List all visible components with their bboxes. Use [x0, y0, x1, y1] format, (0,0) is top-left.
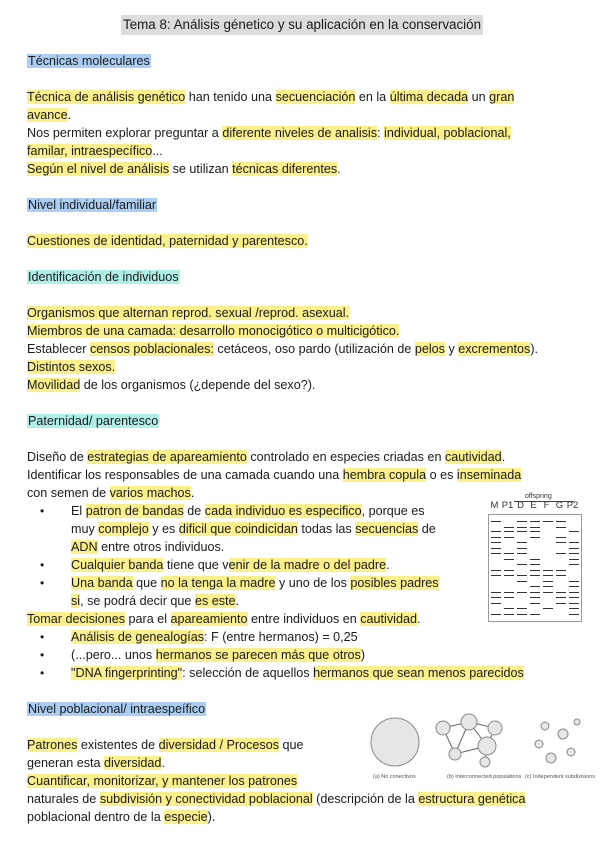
bullet-line: El patron de bandas de cada individuo es especifico, porque es — [71, 504, 425, 518]
gel-band — [504, 608, 514, 609]
bullet-marker: • — [40, 666, 45, 680]
gel-band — [556, 603, 566, 604]
lane-label: F — [543, 500, 550, 511]
gel-band — [530, 564, 540, 565]
paragraph-line: Según el nivel de análisis se utilizan técnicas diferentes. — [27, 162, 341, 176]
gel-band — [543, 586, 553, 587]
population-network-figure — [365, 710, 596, 785]
paragraph-line: Patrones existentes de diversidad / Procesos que — [27, 738, 304, 752]
bullet-marker: • — [40, 648, 45, 662]
gel-band — [569, 559, 579, 560]
lane-label: E — [530, 500, 537, 511]
offspring-label: offspring — [525, 493, 552, 500]
lane-label: G — [555, 500, 564, 511]
gel-band — [504, 553, 514, 554]
gel-band — [556, 537, 566, 538]
section-heading-poblacional: Nivel poblacional/ intraespeífico — [28, 702, 206, 716]
gel-band — [491, 597, 501, 598]
gel-band — [543, 581, 553, 582]
paragraph-line: Movilidad de los organismos (¿depende del sexo?). — [27, 378, 316, 392]
paragraph-line: Cuestiones de identidad, paternidad y parentesco. — [27, 234, 308, 248]
section-heading-tecnicas: Técnicas moleculares — [28, 54, 150, 68]
single-population-node — [371, 718, 419, 766]
gel-band — [543, 570, 553, 571]
bullet-marker: • — [40, 504, 45, 518]
paragraph-line: Distintos sexos. — [27, 360, 116, 374]
paragraph-line: Nos permiten explorar preguntar a diferente niveles de analisis: individual, poblacional, — [27, 126, 511, 140]
gel-band — [491, 521, 501, 522]
gel-band — [504, 570, 514, 571]
section-heading-individual: Nivel individual/familiar — [28, 198, 157, 212]
gel-band — [491, 570, 501, 571]
gel-band — [517, 575, 527, 576]
gel-band — [491, 537, 501, 538]
paragraph-line: avance. — [27, 108, 72, 122]
gel-band — [530, 586, 540, 587]
gel-band — [504, 559, 514, 560]
bullet-marker: • — [40, 630, 45, 644]
network-nodes — [436, 714, 502, 767]
gel-band — [543, 592, 553, 593]
bullet-line: si, se podrá decir que es este. — [71, 594, 240, 608]
gel-band — [543, 575, 553, 576]
gel-band — [556, 570, 566, 571]
section-heading-paternidad: Paternidad/ parentesco — [28, 414, 159, 428]
bullet-line: (...pero... unos hermanos se parecen más que otros) — [71, 648, 366, 662]
gel-band — [517, 592, 527, 593]
gel-lane-labels — [488, 500, 579, 511]
isolated-nodes — [535, 719, 580, 763]
bullet-line: "DNA fingerprinting": selección de aquellos hermanos que sean menos parecidos — [71, 666, 524, 680]
gel-band — [530, 570, 540, 571]
paragraph-line: con semen de varios machos. — [27, 486, 195, 500]
gel-band — [491, 592, 501, 593]
gel-band — [491, 531, 501, 532]
gel-band — [569, 597, 579, 598]
bullet-marker: • — [40, 576, 45, 590]
gel-band — [569, 586, 579, 587]
paragraph-line: Establecer censos poblacionales: cetáceos, oso pardo (utilización de pelos y excrementos). — [27, 342, 539, 356]
gel-band — [491, 548, 501, 549]
bullet-line: ADN entre otros individuos. — [71, 540, 225, 554]
page-title: Tema 8: Análisis génetico y su aplicación en la conservación — [121, 15, 483, 35]
gel-band — [504, 531, 514, 532]
gel-band — [491, 542, 501, 543]
paragraph-line: Organismos que alternan reprod. sexual /reprod. asexual. — [27, 306, 350, 320]
lane-label: D — [517, 500, 524, 511]
gel-band — [504, 597, 514, 598]
gel-band — [530, 521, 540, 522]
gel-band — [504, 575, 514, 576]
gel-band — [556, 575, 566, 576]
bullet-line: muy complejo y es dificil que coindicidan todas las secuencias de — [71, 522, 436, 536]
gel-band — [491, 603, 501, 604]
gel-band — [517, 531, 527, 532]
gel-band — [569, 548, 579, 549]
gel-band — [517, 527, 527, 528]
gel-band — [543, 608, 553, 609]
lane-label: M — [490, 500, 499, 511]
paragraph-line: Cuantificar, monitorizar, y mantener los patrones — [27, 774, 298, 788]
network-diagram — [365, 710, 585, 774]
gel-band — [530, 559, 540, 560]
section-heading-identificacion: Identificación de individuos — [28, 270, 179, 284]
gel-band — [569, 614, 579, 615]
gel-band — [569, 553, 579, 554]
gel-band — [517, 581, 527, 582]
gel-band — [530, 603, 540, 604]
paragraph-line: Tomar decisiones para el apareamiento entre individuos en cautividad. — [27, 612, 421, 626]
paragraph-line: familar, intraespecífico... — [27, 144, 163, 158]
gel-band — [517, 608, 527, 609]
bullet-line: Cualquier banda tiene que venir de la madre o del padre. — [71, 558, 390, 572]
gel-band — [556, 592, 566, 593]
gel-band — [569, 592, 579, 593]
gel-band — [504, 537, 514, 538]
gel-band — [569, 603, 579, 604]
paragraph-line: generan esta diversidad. — [27, 756, 165, 770]
paragraph-line: Miembros de una camada: desarrollo monocigótico o multicigótico. — [27, 324, 400, 338]
gel-band — [491, 553, 501, 554]
gel-bands-area — [488, 514, 582, 622]
gel-band — [569, 542, 579, 543]
gel-band — [556, 597, 566, 598]
gel-band — [556, 542, 566, 543]
gel-band — [530, 531, 540, 532]
gel-band — [517, 542, 527, 543]
paragraph-line: Técnica de análisis genético han tenido una secuenciación en la última decada un gran — [27, 90, 515, 104]
gel-band — [517, 553, 527, 554]
network-caption: (c) Independent subdivisions — [525, 774, 596, 780]
lane-label: P2 — [566, 500, 579, 511]
lane-label: P1 — [501, 500, 514, 511]
gel-band — [530, 537, 540, 538]
gel-band — [504, 527, 514, 528]
gel-band — [543, 521, 553, 522]
gel-band — [569, 564, 579, 565]
bullet-line: Análisis de genealogías: F (entre hermanos) = 0,25 — [71, 630, 358, 644]
gel-band — [569, 531, 579, 532]
gel-band — [530, 592, 540, 593]
gel-band — [517, 548, 527, 549]
bullet-marker: • — [40, 558, 45, 572]
gel-band — [556, 527, 566, 528]
gel-band — [556, 553, 566, 554]
gel-band — [517, 564, 527, 565]
gel-band — [491, 575, 501, 576]
gel-band — [530, 597, 540, 598]
gel-band — [530, 575, 540, 576]
paragraph-line: Identificar los responsables de una camada cuando una hembra copula o es inseminada — [27, 468, 522, 482]
gel-band — [569, 581, 579, 582]
gel-band — [530, 527, 540, 528]
gel-band — [504, 614, 514, 615]
bullet-line: Una banda que no la tenga la madre y uno de los posibles padres — [71, 576, 439, 590]
gel-band — [569, 608, 579, 609]
network-caption: (a) No conectivos — [373, 774, 416, 780]
gel-band — [517, 614, 527, 615]
gel-band — [556, 521, 566, 522]
paragraph-line: naturales de subdivisión y conectividad poblacional (descripción de la estructura genética — [27, 792, 526, 806]
gel-band — [491, 614, 501, 615]
gel-band — [530, 614, 540, 615]
gel-band — [504, 592, 514, 593]
paragraph-line: poblacional dentro de la especie). — [27, 810, 216, 824]
dna-gel-figure — [470, 494, 582, 622]
paragraph-line: Diseño de estrategias de apareamiento controlado en especies criadas en cautividad. — [27, 450, 506, 464]
gel-band — [517, 521, 527, 522]
network-caption: (b) Interconnected populations — [447, 774, 522, 780]
